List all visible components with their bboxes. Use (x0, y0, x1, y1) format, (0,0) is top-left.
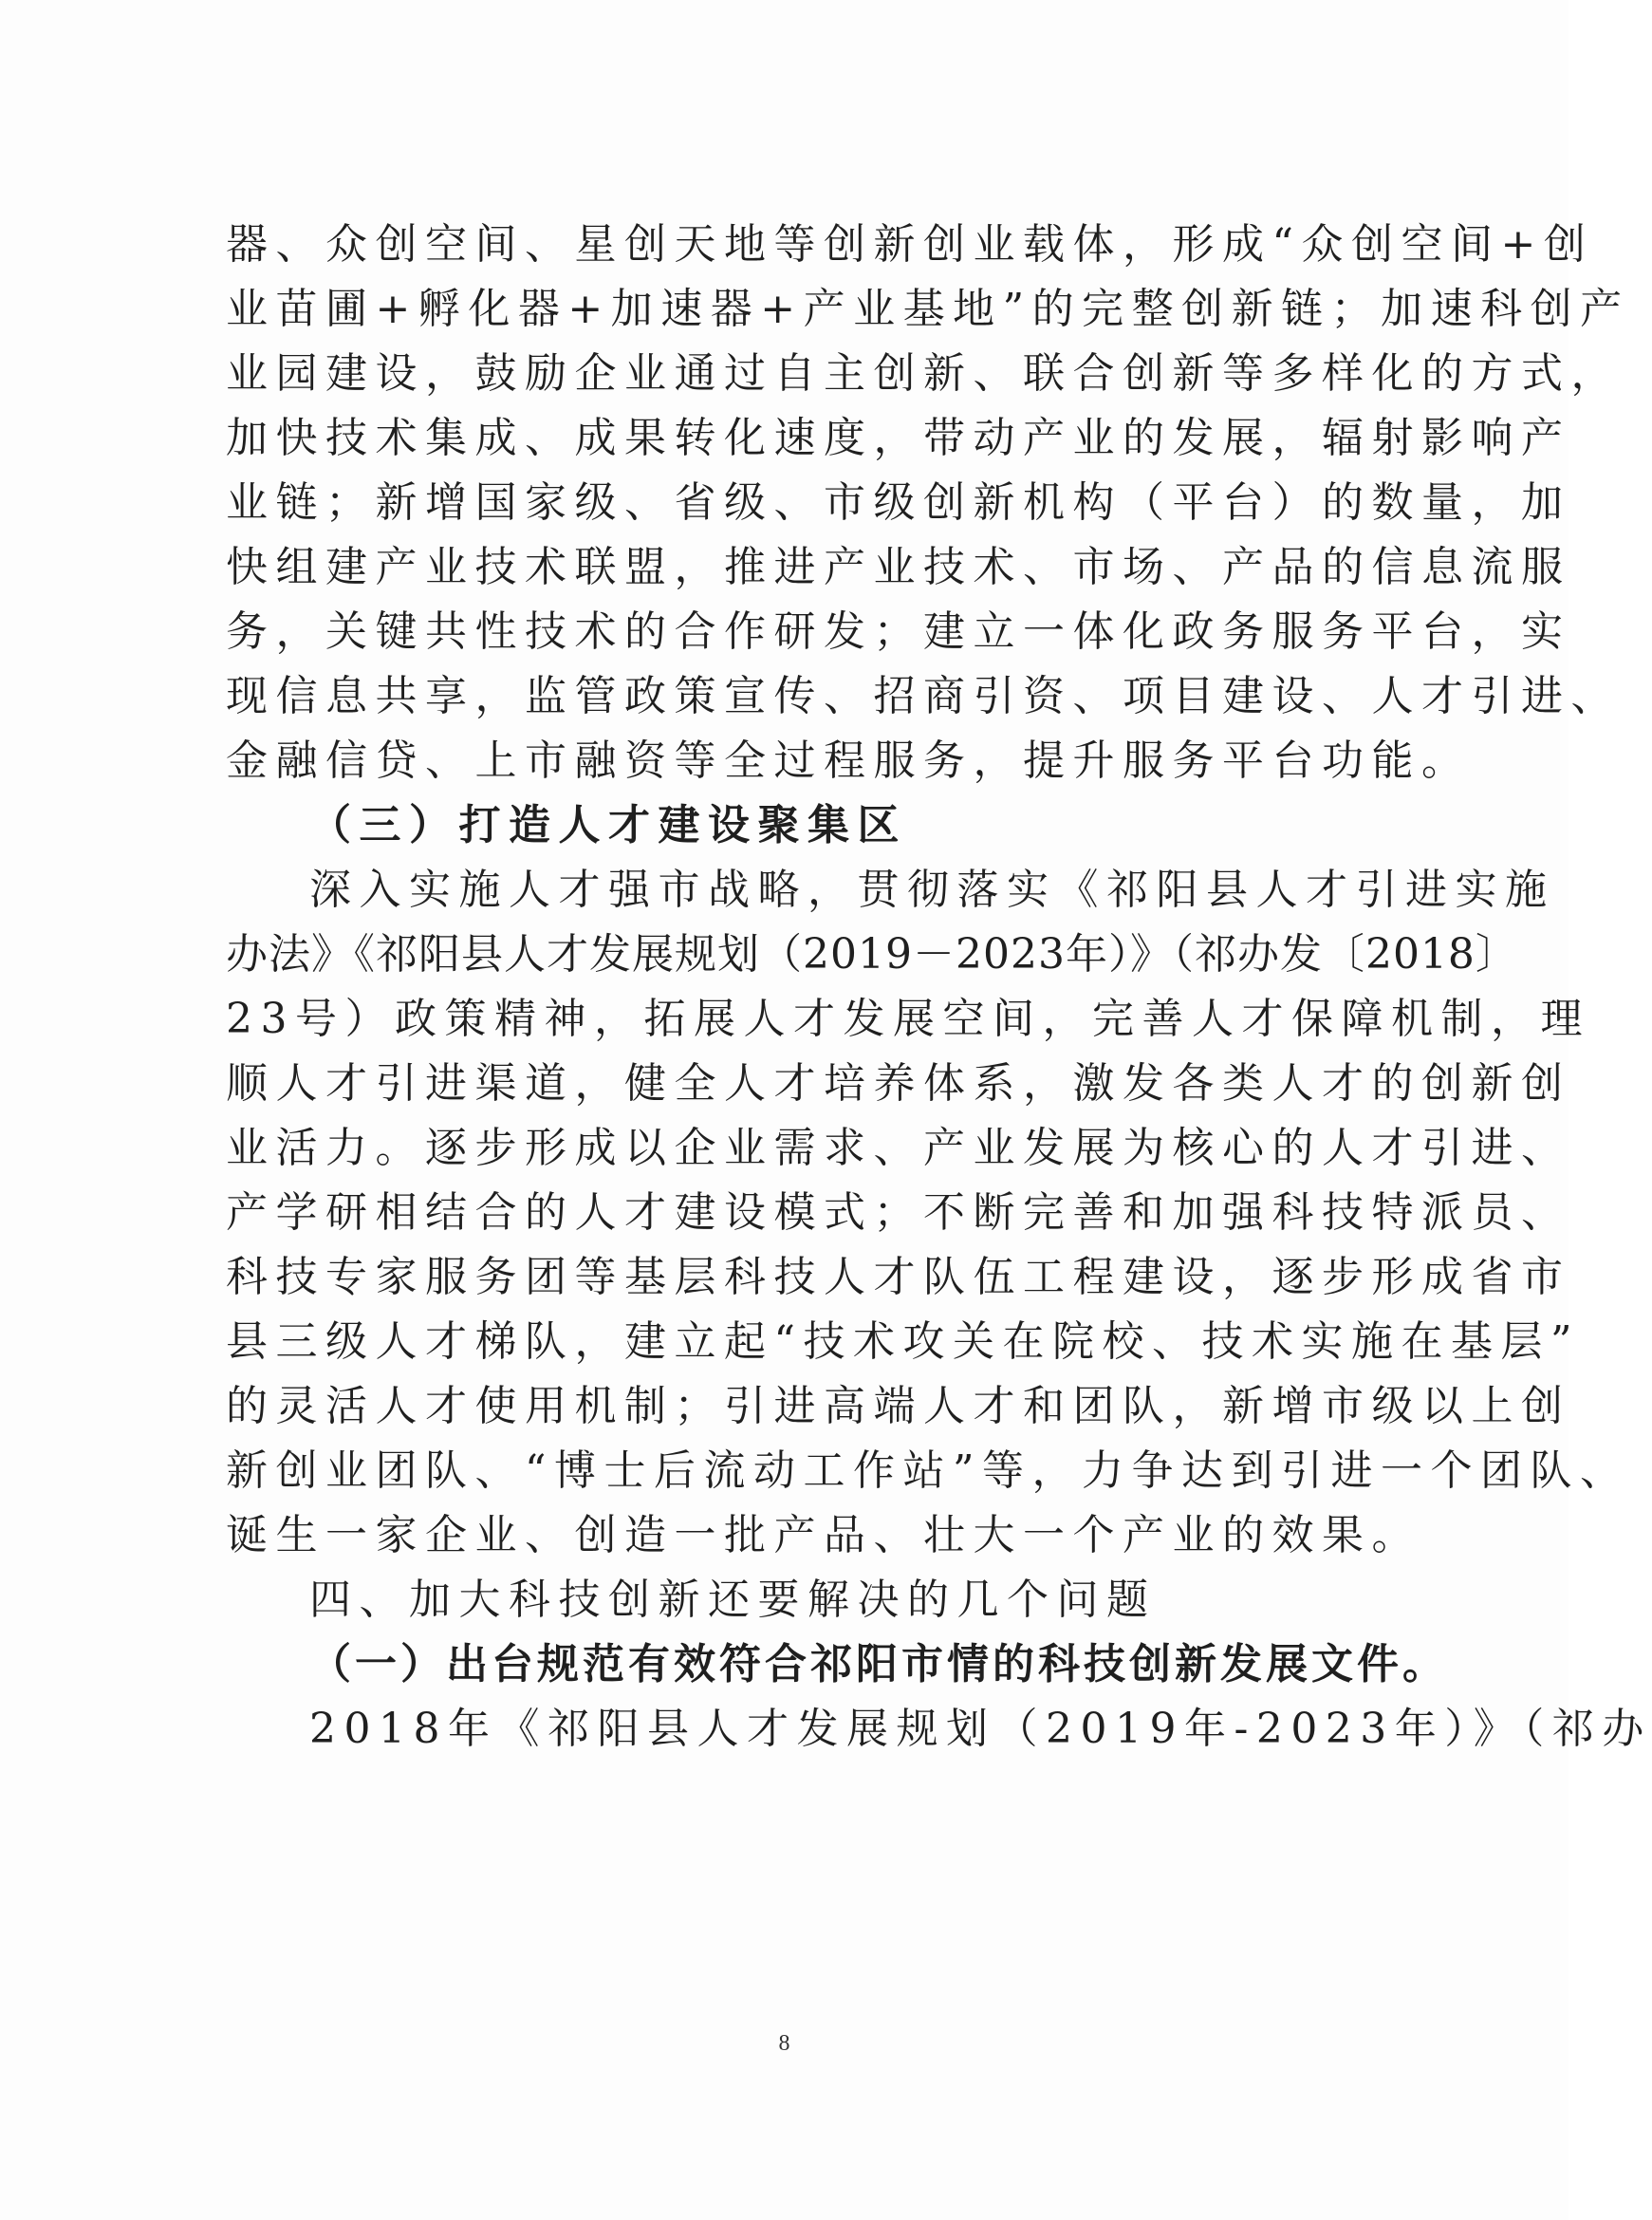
text-line: 的灵活人才使用机制；引进高端人才和团队，新增市级以上创 (226, 1382, 1571, 1430)
text-line: 业活力。逐步形成以企业需求、产业发展为核心的人才引进、 (226, 1124, 1571, 1172)
document-body (226, 213, 1652, 1762)
subsection-heading-documents: （一）出台规范有效符合祁阳市情的科技创新发展文件。 (309, 1640, 1448, 1688)
text-line: 业园建设，鼓励企业通过自主创新、联合创新等多样化的方式， (226, 349, 1621, 398)
text-line: 办法》《祁阳县人才发展规划（2019－2023年）》（祁办发〔2018〕 (226, 930, 1518, 979)
text-line: 业苗圃+孵化器+加速器+产业基地”的完整创新链；加速科创产 (226, 285, 1630, 333)
text-line: 业链；新增国家级、省级、市级创新机构（平台）的数量，加 (226, 478, 1571, 527)
text-line: 加快技术集成、成果转化速度，带动产业的发展，辐射影响产 (226, 414, 1571, 462)
section-heading-four: 四、加大科技创新还要解决的几个问题 (309, 1576, 1157, 1624)
text-line: 新创业团队、“博士后流动工作站”等，力争达到引进一个团队、 (226, 1446, 1630, 1495)
text-line: 诞生一家企业、创造一批产品、壮大一个产业的效果。 (226, 1511, 1421, 1559)
paragraph-carrier-platforms (226, 213, 1630, 793)
text-line: 务，关键共性技术的合作研发；建立一体化政务服务平台，实 (226, 607, 1571, 656)
paragraph-talent-strategy (226, 858, 1630, 1568)
text-line: 快组建产业技术联盟，推进产业技术、市场、产品的信息流服 (226, 543, 1571, 591)
text-line: 器、众创空间、星创天地等创新创业载体，形成“众创空间+创 (226, 220, 1594, 269)
text-line: 2018年《祁阳县人才发展规划（2019年-2023年）》（祁办 (309, 1705, 1652, 1753)
text-line: 金融信贷、上市融资等全过程服务，提升服务平台功能。 (226, 737, 1472, 785)
text-line: 产学研相结合的人才建设模式；不断完善和加强科技特派员、 (226, 1188, 1571, 1237)
page-number: 8 (778, 2031, 790, 2056)
text-line: 现信息共享，监管政策宣传、招商引资、项目建设、人才引进、 (226, 672, 1621, 720)
text-line: 顺人才引进渠道，健全人才培养体系，激发各类人才的创新创 (226, 1059, 1571, 1108)
text-line: 县三级人才梯队，建立起“技术攻关在院校、技术实施在基层” (226, 1317, 1580, 1366)
text-line: 23号）政策精神，拓展人才发展空间，完善人才保障机制，理 (226, 995, 1590, 1043)
text-line: 科技专家服务团等基层科技人才队伍工程建设，逐步形成省市 (226, 1253, 1571, 1301)
subsection-heading-talent: （三）打造人才建设聚集区 (309, 801, 907, 849)
text-line: 深入实施人才强市战略，贯彻落实《祁阳县人才引进实施 (309, 866, 1555, 914)
